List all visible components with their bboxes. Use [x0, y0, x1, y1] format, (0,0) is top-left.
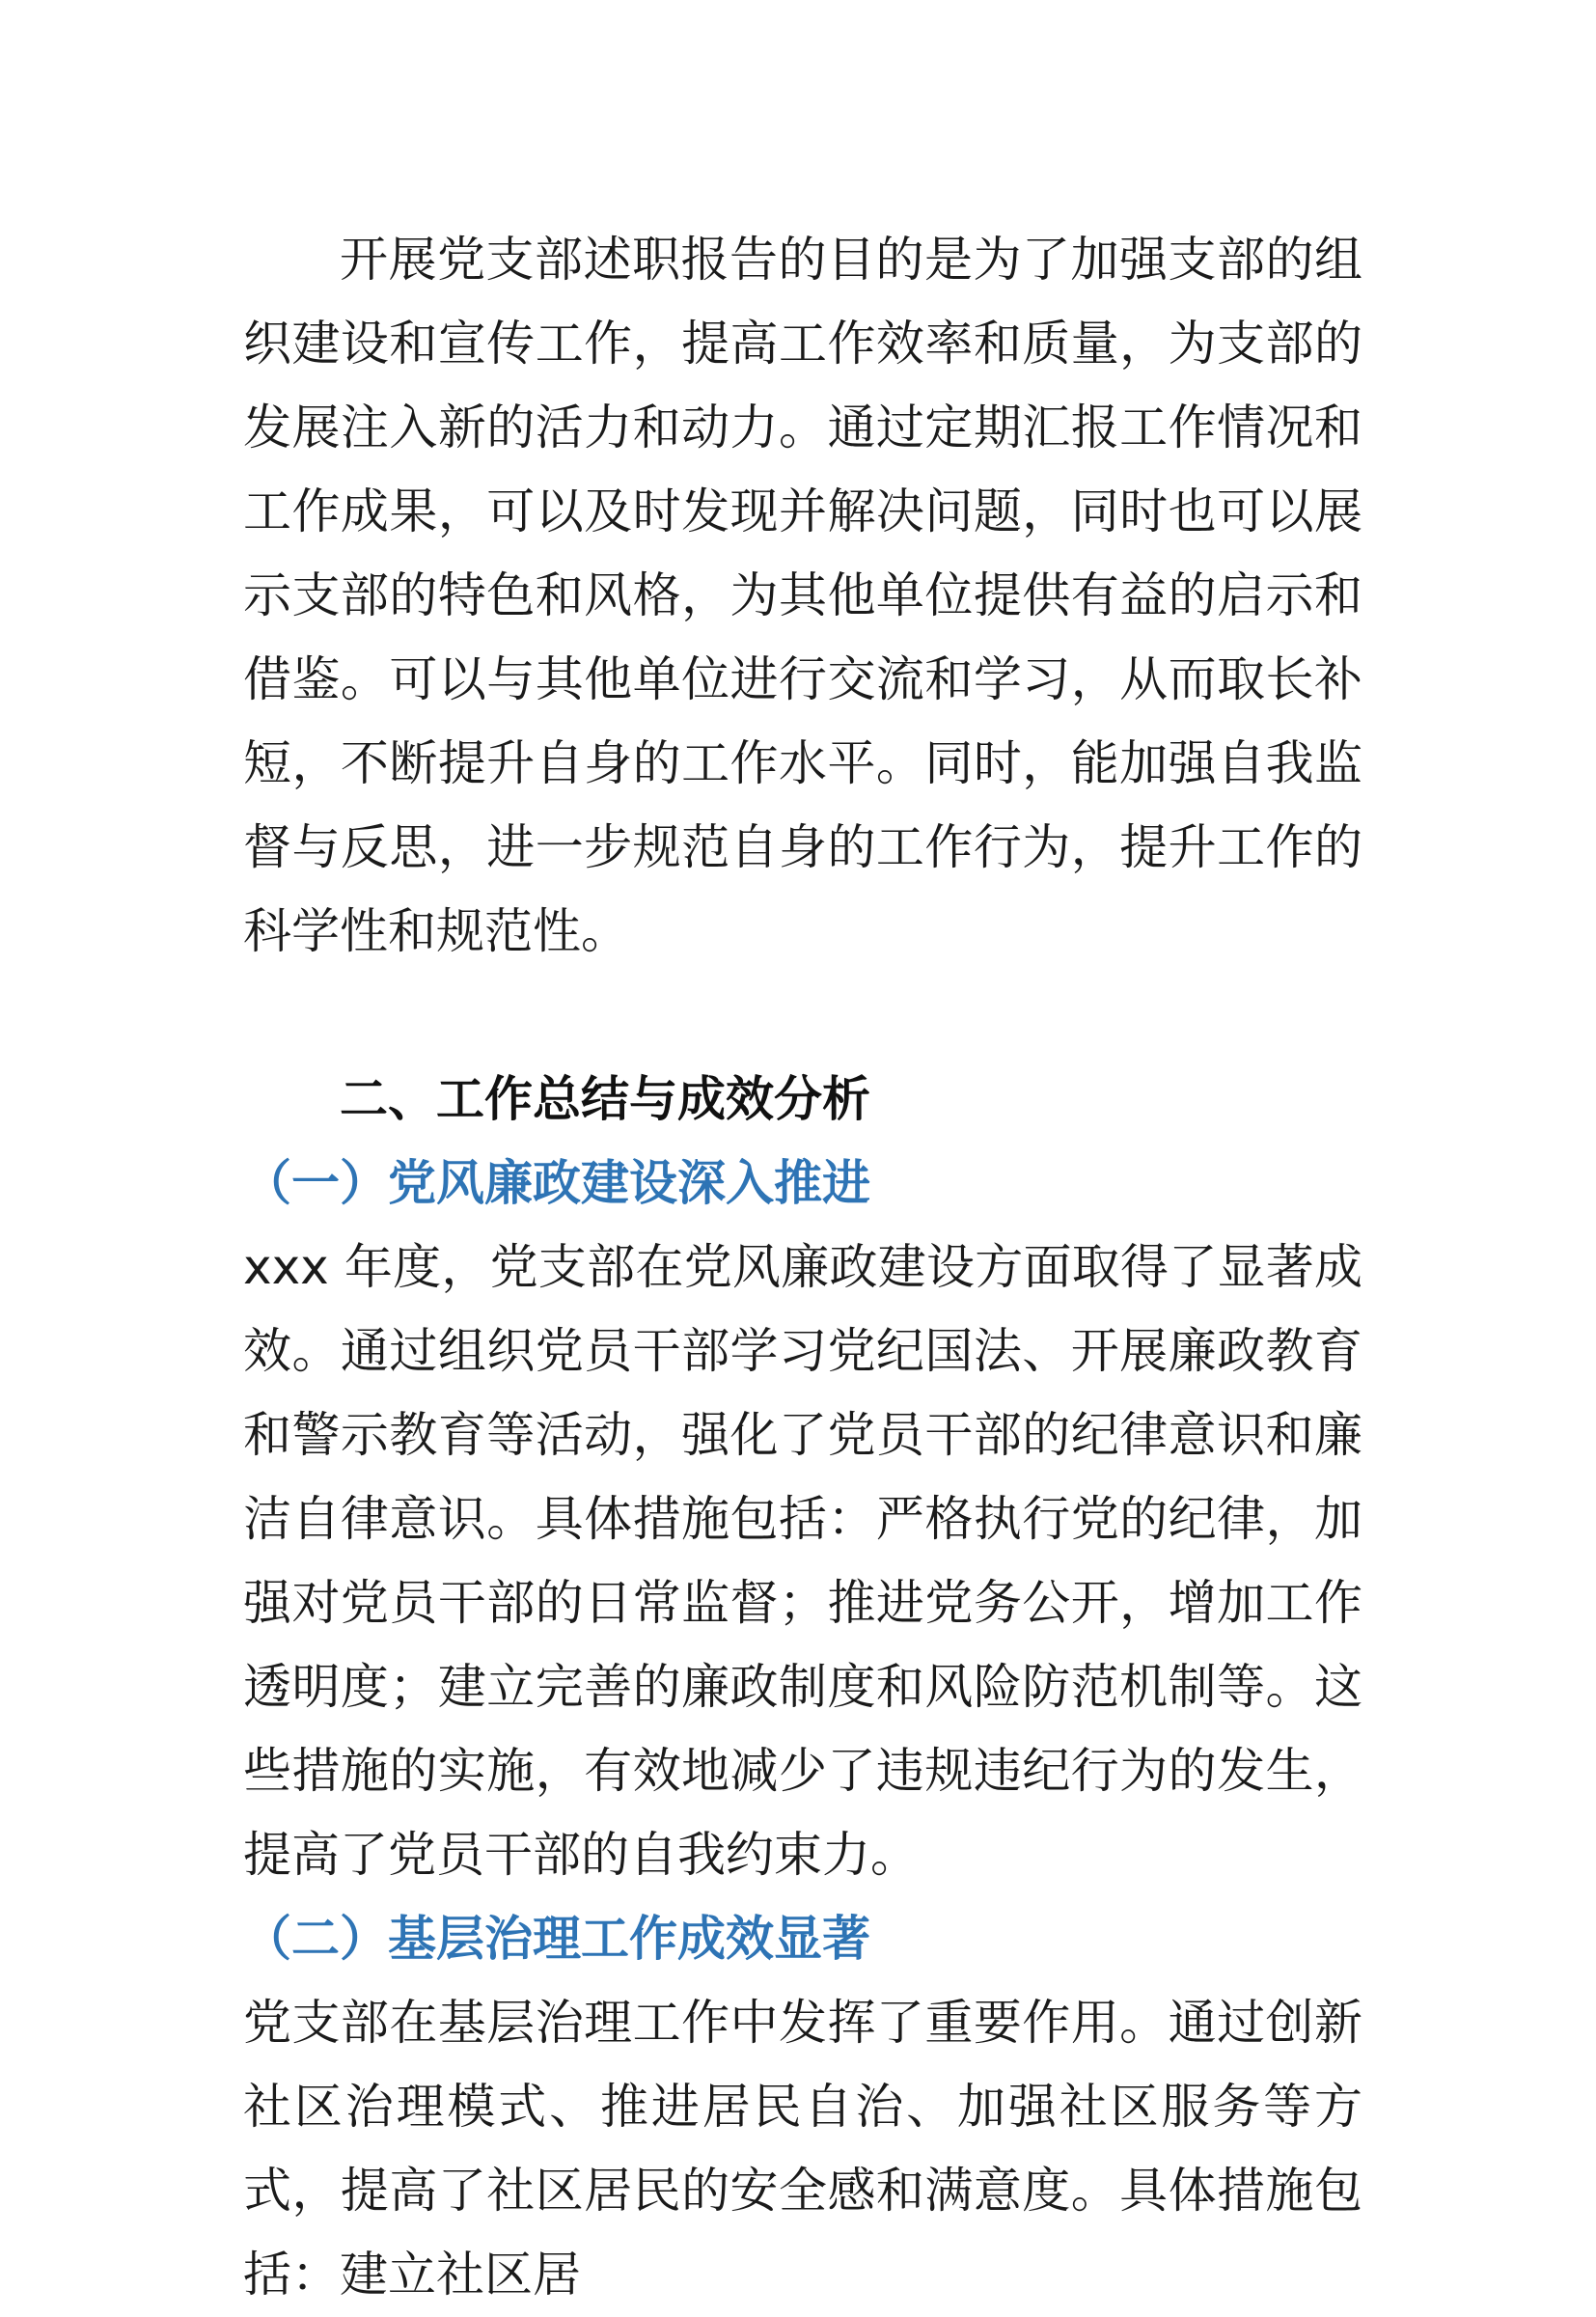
- subsection-paragraph-1: xxx 年度，党支部在党风廉政建设方面取得了显著成效。通过组织党员干部学习党纪国法、开展廉政教育和警示教育等活动，强化了党员干部的纪律意识和廉洁自律意识。具体措施包括：严格执行党的纪律，加强对党员干部的日常监督；推进党务公开，增加工作透明度；建立完善的廉政制度和风险防范机制等。这些措施的实施，有效地减少了违规违纪行为的发生，提高了党员干部的自我约束力。: [243, 1239, 1362, 1883]
- document-page: [243, 218, 1362, 2317]
- section-spacer: [243, 974, 1362, 1058]
- subsection-title-2: （二）基层治理工作成效显著: [243, 1911, 870, 1967]
- subsection-title-1: （一）党风廉政建设深入推进: [243, 1155, 870, 1211]
- intro-paragraph: 开展党支部述职报告的目的是为了加强支部的组织建设和宣传工作，提高工作效率和质量，为支部的发展注入新的活力和动力。通过定期汇报工作情况和工作成果，可以及时发现并解决问题，同时也可以展示支部的特色和风格，为其他单位提供有益的启示和借鉴。可以与其他单位进行交流和学习，从而取长补短，不断提升自身的工作水平。同时，能加强自我监督与反思，进一步规范自身的工作行为，提升工作的科学性和规范性。: [243, 232, 1362, 959]
- subsection-paragraph-2: 党支部在基层治理工作中发挥了重要作用。通过创新社区治理模式、推进居民自治、加强社区服务等方式，提高了社区居民的安全感和满意度。具体措施包括：建立社区居: [243, 1995, 1362, 2303]
- section-heading: 二、工作总结与成效分析: [340, 1071, 870, 1127]
